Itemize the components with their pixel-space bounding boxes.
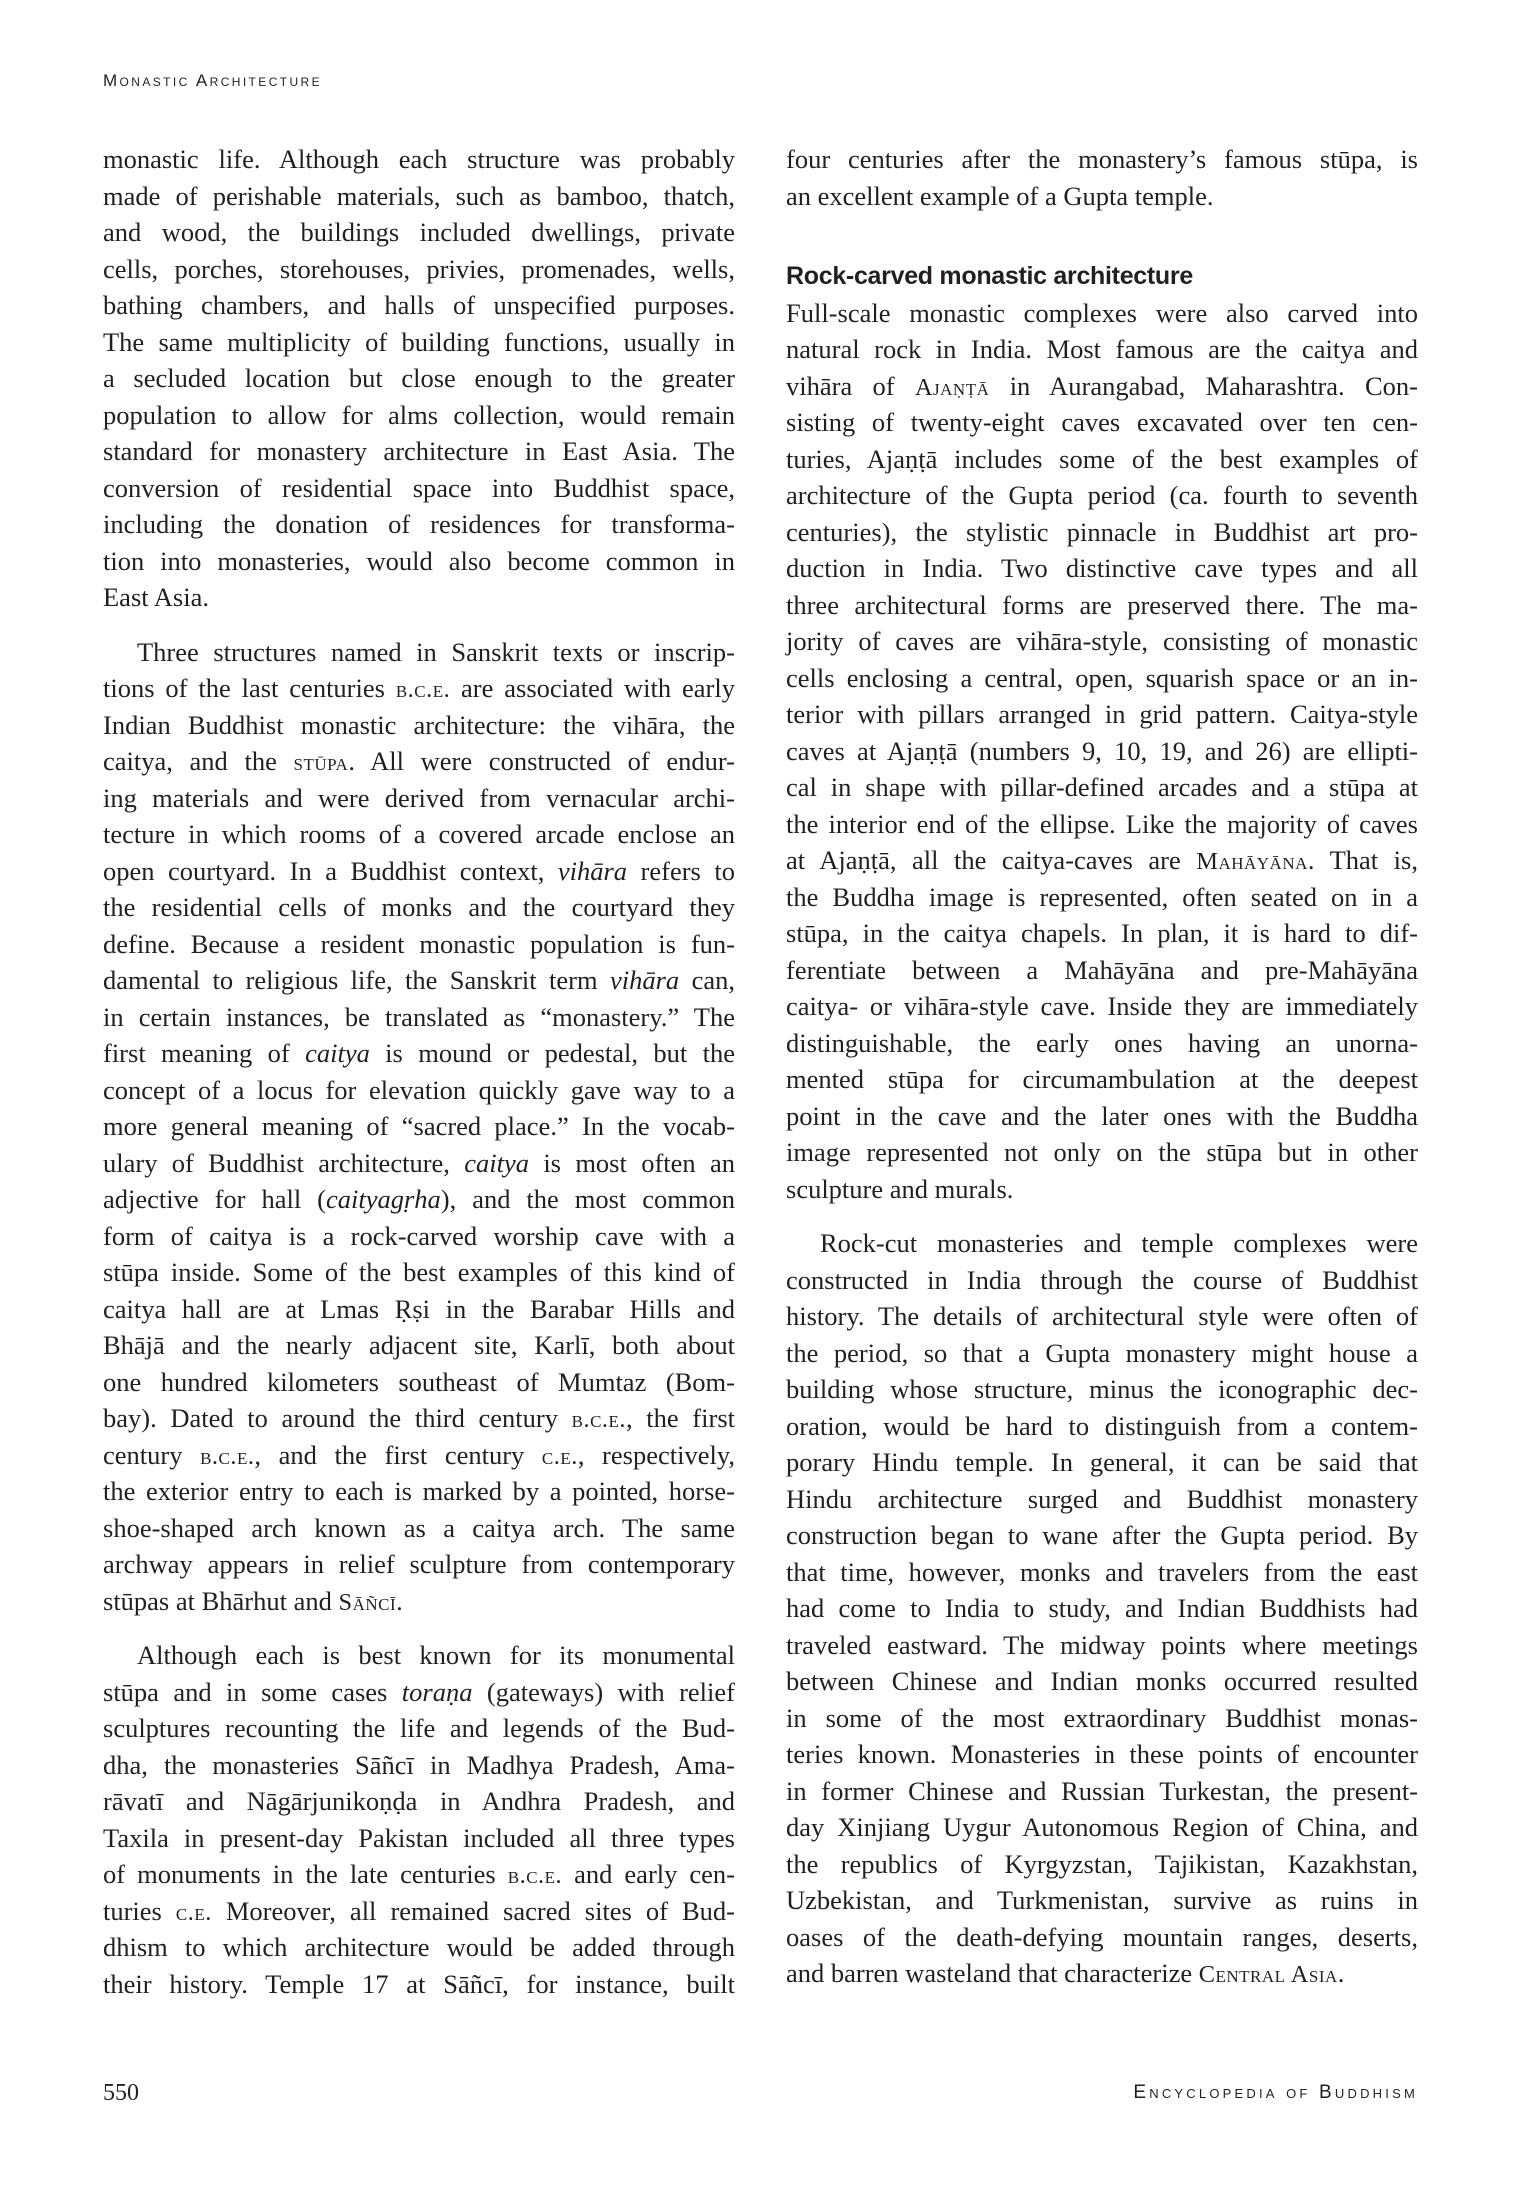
text-line (103, 1145, 735, 1182)
text-run: , and the first century (254, 1439, 542, 1470)
text-line (786, 368, 1418, 405)
text-line (786, 769, 1418, 806)
text-run: terior with pillars arranged in grid pattern. Caitya-style (786, 699, 1418, 729)
paragraph (786, 295, 1418, 1208)
text-run: three architectural forms are preserved there. The ma- (786, 589, 1418, 620)
paragraph-gap (786, 1207, 1418, 1225)
small-caps-term: b.c.e. (200, 1442, 255, 1470)
text-run: ulary of Buddhist architecture, (103, 1147, 465, 1178)
text-run: day Xinjiang Uygur Autonomous Region of China, and (786, 1812, 1418, 1842)
text-run: Indian Buddhist monastic architecture: the vihāra, the (103, 709, 735, 740)
text-run: Hindu architecture surged and Buddhist monastery (786, 1483, 1418, 1514)
text-line (103, 816, 735, 853)
text-run: stūpa inside. Some of the best examples of this kind of (103, 1257, 735, 1287)
text-run: dha, the monasteries Sāñcī in Madhya Pradesh, Ama- (103, 1749, 735, 1780)
text-run: in former Chinese and Russian Turkestan, the present- (786, 1775, 1418, 1806)
text-run: teries known. Monasteries in these points of encounter (786, 1739, 1418, 1769)
text-line (786, 806, 1418, 843)
text-line (786, 1809, 1418, 1846)
text-run: (gateways) with relief (472, 1676, 735, 1707)
text-run: duction in India. Two distinctive cave types and all (786, 553, 1418, 583)
text-run: a secluded location but close enough to the greater (103, 363, 735, 393)
text-line (786, 1371, 1418, 1408)
text-line (103, 543, 735, 580)
text-run: the period, so that a Gupta monastery might house a (786, 1337, 1418, 1368)
text-line (103, 141, 735, 178)
text-line (103, 287, 735, 324)
text-line (786, 952, 1418, 989)
text-run: caitya hall are at Lmas Ṛṣi in the Barabar Hills and (103, 1293, 735, 1324)
right-paragraphs (786, 295, 1418, 1992)
text-run: . That is, (1307, 845, 1418, 875)
text-run: of monuments in the late centuries (103, 1859, 508, 1889)
text-run: open courtyard. In a Buddhist context, (103, 855, 558, 886)
text-line (103, 780, 735, 817)
text-line (103, 1783, 735, 1820)
text-run: ing materials and were derived from vernacular archi- (103, 782, 735, 813)
italic-term: vihāra (557, 855, 628, 886)
text-line (103, 1546, 735, 1583)
text-run: dhism to which architecture would be added through (103, 1932, 735, 1962)
text-line (786, 1025, 1418, 1062)
text-line (103, 214, 735, 251)
italic-term: vihāra (610, 965, 680, 995)
text-line (786, 1481, 1418, 1518)
text-run: oration, would be hard to distinguish from a contem- (786, 1410, 1418, 1441)
text-run: that time, however, monks and travelers from the east (786, 1556, 1418, 1587)
text-run: porary Hindu temple. In general, it can be said that (786, 1447, 1418, 1477)
text-line (103, 1181, 735, 1218)
text-run: traveled eastward. The midway points where meetings (786, 1629, 1418, 1660)
text-run: bay). Dated to around the third century (103, 1403, 572, 1433)
text-line (786, 1736, 1418, 1773)
small-caps-term: c.e. (175, 1898, 212, 1926)
text-run: in certain instances, be translated as “monastery.” The (103, 1001, 735, 1032)
text-run: stūpa and in some cases (103, 1676, 402, 1707)
text-line (103, 1035, 735, 1072)
text-line (103, 1072, 735, 1109)
text-line (786, 1061, 1418, 1098)
text-line (786, 295, 1418, 332)
text-line (786, 842, 1418, 879)
text-run: define. Because a resident monastic population is fun- (103, 928, 735, 959)
text-run: point in the cave and the later ones with the Buddha (786, 1100, 1418, 1131)
text-run: Full-scale monastic complexes were also carved into (786, 297, 1418, 328)
heading-gap (786, 214, 1418, 258)
text-line (786, 141, 1418, 178)
text-run: tecture in which rooms of a covered arcade enclose an (103, 819, 735, 849)
text-run: are associated with early (450, 673, 735, 703)
text-run: . All were constructed of endur- (348, 746, 735, 776)
text-line (103, 1510, 735, 1547)
text-run: four centuries after the monastery’s famous stūpa, is (786, 144, 1418, 174)
text-run: turies (103, 1895, 176, 1926)
text-run: tion into monasteries, would also become common in (103, 545, 735, 576)
small-caps-term: b.c.e. (395, 676, 451, 703)
text-line (103, 999, 735, 1036)
text-run: century (103, 1439, 201, 1470)
text-run: Moreover, all remained sacred sites of Bud- (211, 1895, 736, 1926)
text-line (103, 962, 735, 999)
text-run: the Buddha image is represented, often seated on in a (786, 881, 1418, 912)
text-run: the exterior entry to each is marked by a pointed, horse- (103, 1476, 735, 1506)
text-line (103, 853, 735, 890)
text-run: constructed in India through the course of Buddhist (786, 1264, 1418, 1295)
text-run: history. The details of architectural style were often of (786, 1301, 1418, 1331)
text-run: Three structures named in Sanskrit texts or inscrip- (137, 636, 735, 667)
text-line (103, 178, 735, 215)
text-line (786, 441, 1418, 478)
text-line (786, 1335, 1418, 1372)
paragraph-gap (103, 616, 735, 634)
text-run: can, (679, 965, 735, 995)
text-line (786, 1171, 1418, 1208)
text-line (786, 1262, 1418, 1299)
text-line (786, 1590, 1418, 1627)
paragraph (786, 1225, 1418, 1992)
text-line (786, 1134, 1418, 1171)
text-run: ferentiate between a Mahāyāna and pre-Mahāyāna (786, 954, 1418, 985)
text-run: at Ajaṇṭā, all the caitya-caves are (786, 845, 1197, 875)
text-line (103, 1893, 735, 1930)
page-number: 550 (103, 2080, 139, 2106)
text-run: the republics of Kyrgyzstan, Tajikistan, Kazakhstan, (786, 1848, 1418, 1879)
left-column (103, 141, 735, 2002)
text-run: mented stūpa for circumambulation at the deepest (786, 1064, 1418, 1094)
text-line (786, 1408, 1418, 1445)
text-run: caves at Ajaṇṭā (numbers 9, 10, 19, and 26) are ellipti- (786, 735, 1418, 766)
text-line (103, 1400, 735, 1437)
text-run: the residential cells of monks and the courtyard they (103, 892, 735, 922)
small-caps-term: c.e. (541, 1442, 578, 1470)
text-run: . (396, 1585, 403, 1616)
text-line (786, 1554, 1418, 1591)
text-run: and wood, the buildings included dwellings, private (103, 217, 735, 247)
text-line (786, 623, 1418, 660)
text-run: The same multiplicity of building functions, usually in (103, 326, 735, 357)
lead-paragraph (786, 141, 1418, 214)
text-line (103, 1929, 735, 1966)
running-head: Monastic Architecture (103, 71, 323, 90)
text-run: form of caitya is a rock-carved worship cave with a (103, 1220, 735, 1251)
text-line (103, 360, 735, 397)
text-line (103, 324, 735, 361)
text-line (103, 889, 735, 926)
text-run: oases of the death-defying mountain ranges, deserts, (786, 1921, 1418, 1952)
text-line (103, 743, 735, 780)
small-caps-term: Mahāyāna (1196, 848, 1308, 875)
text-line (103, 1327, 735, 1364)
text-run: rāvatī and Nāgārjunikoṇḍa in Andhra Pradesh, and (103, 1786, 735, 1816)
text-run: monastic life. Although each structure was probably (103, 144, 735, 174)
text-line (103, 579, 735, 616)
text-run: an excellent example of a Gupta temple. (786, 180, 1214, 211)
small-caps-term: b.c.e. (571, 1406, 626, 1433)
paragraph (103, 141, 735, 616)
text-line (786, 1098, 1418, 1135)
text-line (103, 1291, 735, 1328)
text-line (103, 670, 735, 707)
text-line (103, 1108, 735, 1145)
text-line (103, 1820, 735, 1857)
text-line (786, 1627, 1418, 1664)
text-run: stūpa, in the caitya chapels. In plan, it is hard to dif- (786, 918, 1418, 948)
text-run: adjective for hall ( (103, 1184, 326, 1214)
text-line (103, 1674, 735, 1711)
text-run: architecture of the Gupta period (ca. fourth to seventh (786, 480, 1418, 510)
text-run: building whose structure, minus the iconographic dec- (786, 1374, 1418, 1404)
text-line (103, 634, 735, 671)
paragraph-gap (103, 1619, 735, 1637)
italic-term: caitya (464, 1147, 529, 1178)
text-run: construction began to wane after the Gupta period. By (786, 1520, 1418, 1550)
text-run: in Aurangabad, Maharashtra. Con- (989, 370, 1418, 401)
text-line (786, 587, 1418, 624)
text-run: concept of a locus for elevation quickly gave way to a (103, 1074, 735, 1105)
small-caps-term: Ajaṇṭā (914, 373, 990, 401)
text-run: caitya- or vihāra-style cave. Inside they are immediately (786, 991, 1418, 1021)
text-run: more general meaning of “sacred place.” In the vocab- (103, 1111, 735, 1141)
text-line (786, 1773, 1418, 1810)
italic-term: caityagṛha (325, 1184, 441, 1214)
text-line (103, 251, 735, 288)
text-run: sculpture and murals. (786, 1173, 1014, 1204)
text-line (786, 1225, 1418, 1262)
text-run: caitya, and the (103, 746, 294, 776)
text-line (103, 1710, 735, 1747)
text-run: is mound or pedestal, but the (369, 1038, 735, 1068)
text-run: vihāra of (786, 370, 915, 401)
text-run: made of perishable materials, such as bamboo, thatch, (103, 180, 735, 211)
text-line (103, 1747, 735, 1784)
text-run: sculptures recounting the life and legends of the Bud- (103, 1713, 735, 1743)
text-line (103, 470, 735, 507)
paragraph (103, 1637, 735, 2002)
text-run: sisting of twenty-eight caves excavated over ten cen- (786, 407, 1418, 437)
text-line (103, 1364, 735, 1401)
text-run: conversion of residential space into Buddhist space, (103, 472, 735, 503)
text-run: , respectively, (577, 1439, 735, 1470)
text-run: image represented not only on the stūpa but in other (786, 1137, 1418, 1167)
text-line (786, 1700, 1418, 1737)
text-run: natural rock in India. Most famous are the caitya and (786, 334, 1418, 364)
text-line (786, 514, 1418, 551)
text-run: including the donation of residences for transforma- (103, 509, 735, 539)
text-run: Uzbekistan, and Turkmenistan, survive as ruins in (786, 1885, 1418, 1915)
paragraph (786, 141, 1418, 214)
text-run: and early cen- (562, 1859, 735, 1889)
text-run: Bhājā and the nearly adjacent site, Karlī, both about (103, 1330, 735, 1360)
text-line (103, 1856, 735, 1893)
text-run: first meaning of (103, 1038, 306, 1068)
text-run: archway appears in relief sculpture from contemporary (103, 1549, 735, 1579)
text-run: turies, Ajaṇṭā includes some of the best examples of (786, 443, 1418, 474)
small-caps-term: stūpa (293, 749, 349, 776)
text-run: centuries), the stylistic pinnacle in Buddhist art pro- (786, 516, 1418, 547)
text-line (103, 1583, 735, 1620)
text-line (786, 331, 1418, 368)
text-run: in some of the most extraordinary Buddhist monas- (786, 1702, 1418, 1733)
text-run: jority of caves are vihāra-style, consisting of monastic (786, 626, 1418, 656)
text-line (786, 1955, 1418, 1992)
right-column (786, 141, 1418, 1992)
text-line (786, 988, 1418, 1025)
text-line (786, 879, 1418, 916)
text-run: East Asia. (103, 582, 209, 612)
text-line (103, 506, 735, 543)
text-run: damental to religious life, the Sanskrit term (103, 965, 610, 995)
text-run: , the first (626, 1403, 735, 1433)
text-line (786, 550, 1418, 587)
text-line (103, 433, 735, 470)
text-run: their history. Temple 17 at Sāñcī, for instance, built (103, 1968, 735, 1999)
text-line (103, 1437, 735, 1474)
text-run: had come to India to study, and Indian Buddhists had (786, 1593, 1418, 1623)
text-run: refers to (627, 855, 735, 886)
text-run: one hundred kilometers southeast of Mumtaz (Bom- (103, 1366, 735, 1397)
text-run: shoe-shaped arch known as a caitya arch. The same (103, 1512, 735, 1543)
text-line (786, 1517, 1418, 1554)
text-line (786, 660, 1418, 697)
text-line (786, 1846, 1418, 1883)
text-run: distinguishable, the early ones having an unorna- (786, 1027, 1418, 1058)
text-run: Taxila in present-day Pakistan included all three types (103, 1822, 735, 1853)
text-run: Although each is best known for its monumental (137, 1640, 735, 1670)
text-run: Rock-cut monasteries and temple complexes were (820, 1228, 1418, 1258)
text-line (103, 1473, 735, 1510)
text-line (103, 397, 735, 434)
text-run: the interior end of the ellipse. Like the majority of caves (786, 808, 1418, 839)
text-line (786, 1663, 1418, 1700)
text-run: population to allow for alms collection, would remain (103, 399, 735, 430)
text-run: cells enclosing a central, open, squarish space or an in- (786, 662, 1418, 693)
text-line (786, 178, 1418, 215)
text-line (103, 926, 735, 963)
text-run: bathing chambers, and halls of unspecified purposes. (103, 290, 735, 320)
text-line (786, 1882, 1418, 1919)
text-line (786, 733, 1418, 770)
text-line (786, 1298, 1418, 1335)
text-line (786, 696, 1418, 733)
text-line (103, 1254, 735, 1291)
text-run: . (1337, 1958, 1345, 1988)
small-caps-term: Central Asia (1198, 1961, 1338, 1988)
text-run: tions of the last centuries (103, 673, 396, 703)
small-caps-term: b.c.e. (507, 1862, 563, 1889)
text-run: stūpas at Bhārhut and (103, 1585, 339, 1616)
text-run: ), and the most common (440, 1184, 735, 1214)
text-line (103, 707, 735, 744)
small-caps-term: Sāñcī (338, 1588, 397, 1616)
section-heading: Rock-carved monastic architecture (786, 262, 1193, 290)
text-line (786, 1444, 1418, 1481)
italic-term: caitya (305, 1038, 370, 1068)
text-run: between Chinese and Indian monks occurred resulted (786, 1666, 1418, 1696)
text-run: and barren wasteland that characterize (786, 1958, 1199, 1988)
text-run: cells, porches, storehouses, privies, promenades, wells, (103, 253, 735, 284)
text-line (786, 404, 1418, 441)
text-line (103, 1637, 735, 1674)
text-line (786, 477, 1418, 514)
text-line (103, 1218, 735, 1255)
book-title: Encyclopedia of Buddhism (1133, 2082, 1418, 2103)
text-line (103, 1966, 735, 2003)
text-line (786, 915, 1418, 952)
text-line (786, 1919, 1418, 1956)
text-run: standard for monastery architecture in East Asia. The (103, 436, 735, 466)
paragraph (103, 634, 735, 1620)
text-run: is most often an (528, 1147, 735, 1178)
italic-term: toraṇa (401, 1676, 473, 1707)
text-run: cal in shape with pillar-defined arcades and a stūpa at (786, 772, 1418, 802)
